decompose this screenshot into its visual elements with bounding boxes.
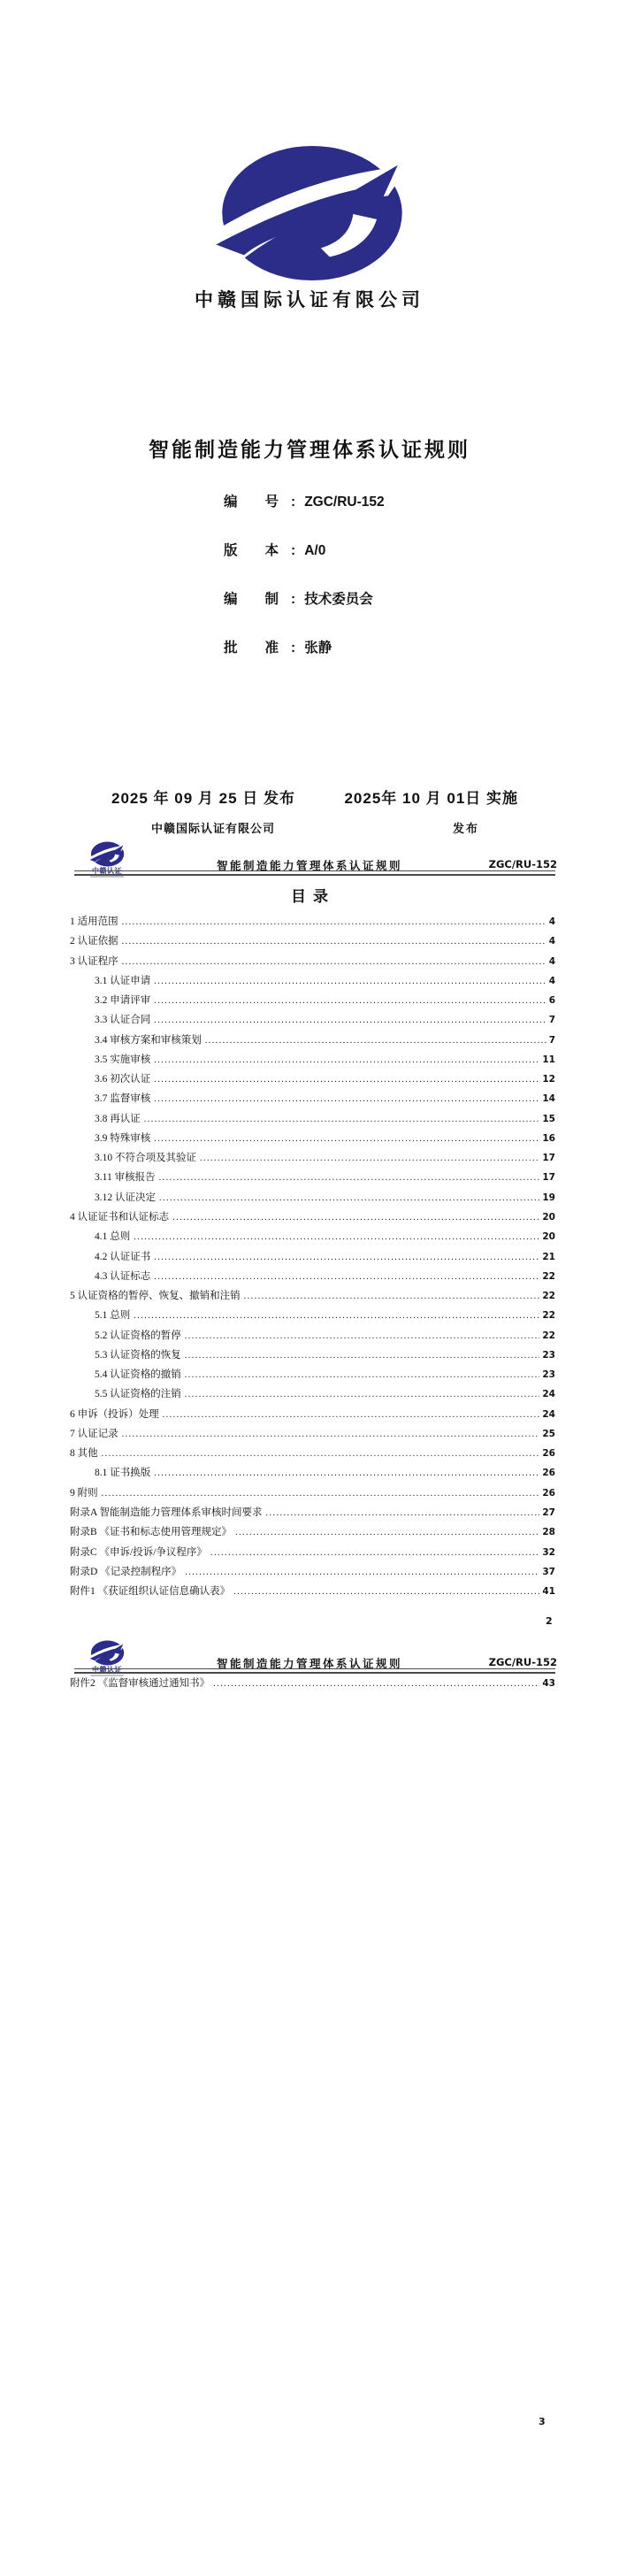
cover-field-colon: : xyxy=(291,543,296,558)
toc-leader xyxy=(102,1484,540,1504)
toc-entry-page: 20 xyxy=(542,1231,555,1243)
toc-entry xyxy=(70,1562,555,1582)
toc-entry-label: 8.1 证书换版 xyxy=(95,1468,151,1479)
toc-entry-page: 24 xyxy=(542,1389,555,1400)
page-number-3: 3 xyxy=(539,2416,546,2427)
document-title: 智能制造能力管理体系认证规则 xyxy=(149,439,470,461)
toc-entry-label: 3.4 审核方案和审核策划 xyxy=(95,1034,202,1046)
toc-entry-label: 4.2 认证证书 xyxy=(95,1251,151,1262)
toc-leader xyxy=(185,1562,539,1583)
toc-entry xyxy=(70,1208,555,1227)
toc-leader xyxy=(159,1188,539,1208)
toc-entry xyxy=(70,1484,555,1503)
toc-leader xyxy=(122,1424,540,1445)
toc-leader xyxy=(122,912,546,932)
toc-entry-page: 22 xyxy=(542,1291,555,1302)
toc-entry-label: 6 申诉（投诉）处理 xyxy=(70,1408,159,1420)
toc-entry-page: 22 xyxy=(542,1310,555,1322)
toc-leader xyxy=(154,1247,539,1268)
toc-entry-label: 3 认证程序 xyxy=(70,955,118,967)
toc-entry xyxy=(70,1503,555,1522)
toc-entry-label: 5.5 认证资格的注销 xyxy=(95,1389,181,1400)
toc-entry xyxy=(70,1267,555,1286)
toc-entry-label: 4.3 认证标志 xyxy=(95,1270,151,1282)
toc-entry xyxy=(70,1326,555,1346)
toc-leader xyxy=(244,1286,540,1307)
toc-entry-page: 20 xyxy=(542,1211,555,1223)
toc-entry xyxy=(70,1247,555,1267)
toc-entry-page: 11 xyxy=(542,1054,555,1065)
toc-entry xyxy=(70,1463,555,1483)
toc-leader xyxy=(185,1384,540,1405)
toc-entry-page: 4 xyxy=(548,916,555,927)
toc-entry-page: 37 xyxy=(542,1566,555,1577)
toc-entry-page: 14 xyxy=(542,1093,555,1105)
toc-entry xyxy=(70,1306,555,1325)
company-name: 中赣国际认证有限公司 xyxy=(195,289,424,310)
toc-entry-page: 27 xyxy=(542,1506,555,1518)
toc-entry xyxy=(70,1543,555,1562)
toc-entry-page: 6 xyxy=(548,995,555,1007)
toc-entry xyxy=(70,1129,555,1148)
toc-entry xyxy=(70,1405,555,1424)
toc-entry-page: 43 xyxy=(542,1678,555,1689)
cover-field-row xyxy=(224,591,385,609)
toc-entry-page: 7 xyxy=(548,1015,555,1026)
toc-entry-label: 3.9 特殊审核 xyxy=(95,1132,151,1144)
toc-leader xyxy=(122,952,546,972)
toc-entry-page: 22 xyxy=(542,1270,555,1282)
cover-field-row xyxy=(224,640,385,657)
toc-leader xyxy=(154,1089,539,1109)
toc-leader xyxy=(210,1543,539,1563)
toc-entry-label: 5.2 认证资格的暂停 xyxy=(95,1330,181,1341)
cover-field-colon: : xyxy=(291,592,296,607)
toc-entry xyxy=(70,932,555,951)
toc-entry-page: 19 xyxy=(542,1192,555,1203)
toc-entry-page: 24 xyxy=(542,1408,555,1420)
toc-entry-page: 12 xyxy=(542,1074,555,1085)
toc-entry-page: 21 xyxy=(542,1251,555,1262)
footer-company-name: 中赣国际认证有限公司 xyxy=(151,822,276,835)
toc-leader xyxy=(266,1503,540,1523)
page-header-title: 智能制造能力管理体系认证规则 xyxy=(216,860,402,872)
toc-entry-label: 附录D 《记录控制程序》 xyxy=(70,1566,182,1577)
toc-entry-label: 3.7 监督审核 xyxy=(95,1093,151,1105)
toc-list xyxy=(70,912,555,1601)
toc-entry-page: 22 xyxy=(542,1330,555,1341)
toc-entry xyxy=(70,1089,555,1108)
toc-entry-label: 5 认证资格的暂停、恢复、撤销和注销 xyxy=(70,1291,241,1302)
toc-entry xyxy=(70,1384,555,1404)
publish-implement-dates xyxy=(111,786,518,808)
toc-entry xyxy=(70,952,555,971)
toc-entry-label: 附录B 《证书和标志使用管理规定》 xyxy=(70,1527,233,1538)
toc-entry-label: 附录C 《申诉/投诉/争议程序》 xyxy=(70,1546,207,1558)
toc-entry xyxy=(70,1109,555,1129)
toc-leader xyxy=(134,1227,539,1247)
toc-leader xyxy=(144,1109,540,1130)
toc-entry-label: 3.1 认证申请 xyxy=(95,975,151,986)
toc-leader xyxy=(154,971,546,992)
toc-entry-label: 5.4 认证资格的撤销 xyxy=(95,1369,181,1381)
toc-entry-label: 5.3 认证资格的恢复 xyxy=(95,1349,181,1361)
toc-entry xyxy=(70,1674,555,1693)
toc-entry-page: 28 xyxy=(542,1527,555,1538)
toc-entry-page: 26 xyxy=(542,1468,555,1479)
toc-leader xyxy=(154,1010,546,1031)
header-logo-text: 中赣认证 xyxy=(92,1666,122,1674)
toc-entry xyxy=(70,1444,555,1463)
toc-leader xyxy=(200,1148,539,1169)
toc-leader xyxy=(154,1050,539,1070)
toc-entry-label: 附录A 智能制造能力管理体系审核时间要求 xyxy=(70,1506,263,1518)
cover-field-label: 编 制 xyxy=(224,592,279,607)
page-number-2: 2 xyxy=(546,1615,553,1627)
toc-heading: 目录 xyxy=(291,888,335,905)
toc-entry-page: 26 xyxy=(542,1448,555,1460)
page-header-code: ZGC/RU-152 xyxy=(488,858,557,870)
toc-entry xyxy=(70,1031,555,1050)
toc-entry-page: 7 xyxy=(548,1034,555,1046)
toc-entry xyxy=(70,1050,555,1070)
toc-entry-page: 4 xyxy=(548,955,555,967)
toc-leader xyxy=(205,1031,546,1051)
toc-entry-page: 23 xyxy=(542,1369,555,1381)
toc-entry-page: 4 xyxy=(548,936,555,947)
cover-field-value: 张静 xyxy=(304,640,332,656)
toc-leader xyxy=(213,1674,539,1694)
toc-leader xyxy=(154,1070,539,1090)
toc-leader xyxy=(102,1444,540,1464)
toc-entry xyxy=(70,1188,555,1208)
cover-field-label: 版 本 xyxy=(224,543,279,558)
toc-entry-page: 17 xyxy=(542,1153,555,1164)
toc-entry-page: 26 xyxy=(542,1487,555,1499)
toc-entry xyxy=(70,1168,555,1187)
toc-entry xyxy=(70,1346,555,1365)
cover-field-value: 技术委员会 xyxy=(304,592,373,607)
toc-entry xyxy=(70,1522,555,1542)
toc-entry-page: 41 xyxy=(542,1586,555,1598)
page-header-title: 智能制造能力管理体系认证规则 xyxy=(216,1658,402,1670)
toc-leader xyxy=(159,1168,540,1188)
toc-entry-label: 7 认证记录 xyxy=(70,1428,118,1439)
toc-entry-label: 3.3 认证合同 xyxy=(95,1015,151,1026)
toc-entry-label: 3.11 审核报告 xyxy=(95,1172,156,1184)
toc-entry-page: 25 xyxy=(542,1428,555,1439)
toc-entry-label: 附件1 《获证组织认证信息确认表》 xyxy=(70,1586,231,1598)
toc-entry-page: 15 xyxy=(542,1113,555,1124)
toc-entry xyxy=(70,1286,555,1306)
toc-entry-page: 23 xyxy=(542,1349,555,1361)
toc-entry-label: 3.8 再认证 xyxy=(95,1113,141,1124)
cover-field-label: 编 号 xyxy=(224,494,279,510)
header-logo-text: 中赣认证 xyxy=(92,867,122,875)
toc-entry xyxy=(70,991,555,1010)
release-date: 2025 年 09 月 25 日 发布 xyxy=(111,790,295,807)
toc-leader xyxy=(185,1326,540,1346)
cover-field-value: ZGC/RU-152 xyxy=(304,494,385,510)
toc-list-continued xyxy=(70,1674,555,1693)
toc-entry xyxy=(70,1070,555,1089)
toc-entry-label: 1 适用范围 xyxy=(70,916,118,927)
cover-field-row xyxy=(224,542,385,560)
toc-leader xyxy=(154,1463,539,1484)
page-header-rule xyxy=(74,870,555,876)
toc-leader xyxy=(235,1522,539,1543)
toc-entry-label: 3.10 不符合项及其验证 xyxy=(95,1153,196,1164)
toc-entry-label: 5.1 总则 xyxy=(95,1310,131,1322)
toc-entry-label: 2 认证依据 xyxy=(70,936,118,947)
cover-field-value: A/0 xyxy=(304,543,326,558)
toc-entry-label: 附件2 《监督审核通过通知书》 xyxy=(70,1678,210,1689)
header-logo-subtext xyxy=(90,876,124,878)
toc-entry xyxy=(70,1582,555,1601)
implement-date: 2025年 10 月 01日 实施 xyxy=(344,790,518,807)
toc-leader xyxy=(122,932,546,952)
toc-entry-label: 8 其他 xyxy=(70,1448,98,1460)
toc-leader xyxy=(185,1365,540,1385)
toc-leader xyxy=(154,991,546,1011)
cover-field-row xyxy=(224,494,385,511)
toc-entry xyxy=(70,1227,555,1246)
company-logo-icon xyxy=(209,143,410,283)
toc-entry xyxy=(70,1424,555,1444)
cover-fields xyxy=(224,494,385,688)
toc-leader xyxy=(154,1267,539,1287)
toc-entry-label: 4 认证证书和认证标志 xyxy=(70,1211,170,1223)
toc-leader xyxy=(172,1208,539,1228)
toc-entry-label: 3.12 认证决定 xyxy=(95,1192,156,1203)
toc-entry-label: 4.1 总则 xyxy=(95,1231,131,1243)
page-header-code: ZGC/RU-152 xyxy=(488,1656,557,1668)
toc-leader xyxy=(163,1405,540,1425)
toc-leader xyxy=(134,1306,539,1326)
cover-field-colon: : xyxy=(291,640,296,656)
toc-entry-page: 4 xyxy=(548,975,555,986)
toc-leader xyxy=(154,1129,539,1149)
toc-entry-page: 17 xyxy=(542,1172,555,1184)
company-logo xyxy=(209,143,410,283)
cover-field-label: 批 准 xyxy=(224,640,279,656)
toc-entry xyxy=(70,1365,555,1384)
toc-entry xyxy=(70,912,555,932)
toc-entry-label: 3.2 申请评审 xyxy=(95,995,151,1007)
toc-leader xyxy=(233,1582,539,1602)
toc-entry-label: 3.5 实施审核 xyxy=(95,1054,151,1065)
toc-entry xyxy=(70,971,555,991)
toc-entry xyxy=(70,1148,555,1168)
cover-field-colon: : xyxy=(291,494,296,510)
toc-entry xyxy=(70,1010,555,1030)
toc-entry-label: 3.6 初次认证 xyxy=(95,1074,151,1085)
footer-publish-label: 发布 xyxy=(453,822,480,835)
toc-entry-page: 16 xyxy=(542,1132,555,1144)
toc-leader xyxy=(185,1346,540,1366)
toc-entry-page: 32 xyxy=(542,1546,555,1558)
toc-entry-label: 9 附则 xyxy=(70,1487,98,1499)
